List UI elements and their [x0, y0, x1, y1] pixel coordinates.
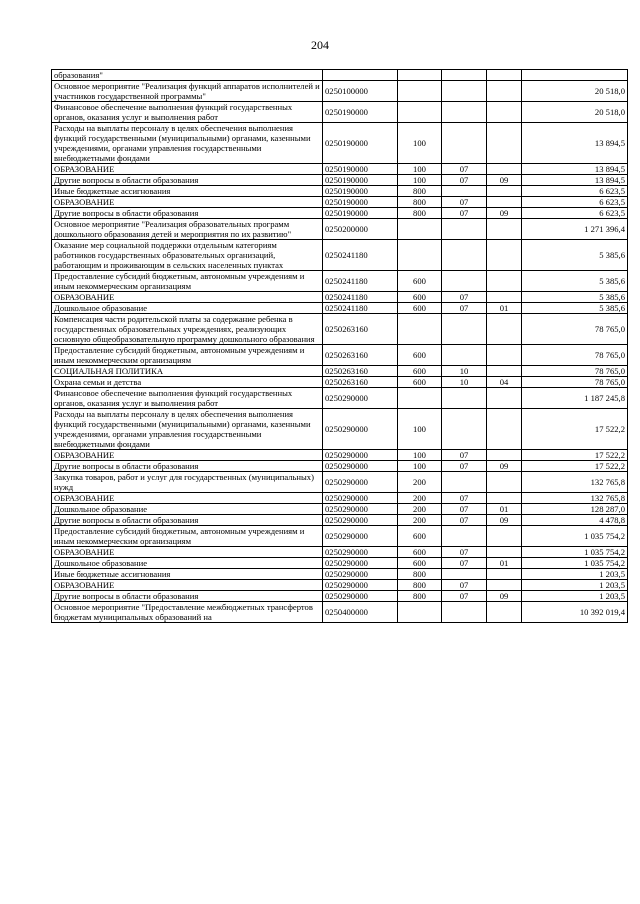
budget-table-body — [52, 70, 628, 623]
row-name-cell: ОБРАЗОВАНИЕ — [52, 580, 323, 591]
amount-cell: 17 522,2 — [522, 409, 628, 450]
section-cell — [442, 271, 487, 292]
subsection-cell — [487, 70, 522, 81]
subsection-cell — [487, 526, 522, 547]
row-name-cell: ОБРАЗОВАНИЕ — [52, 292, 323, 303]
expense-type-cell: 800 — [398, 591, 442, 602]
target-article-cell: 0250290000 — [323, 591, 398, 602]
target-article-cell: 0250290000 — [323, 526, 398, 547]
row-name-cell: Финансовое обеспечение выполнения функций государственных органов, оказания услуг и выполнения работ — [52, 102, 323, 123]
target-article-cell: 0250100000 — [323, 81, 398, 102]
row-name-cell: Иные бюджетные ассигнования — [52, 569, 323, 580]
target-article-cell: 0250241180 — [323, 271, 398, 292]
subsection-cell — [487, 493, 522, 504]
amount-cell: 6 623,5 — [522, 186, 628, 197]
subsection-cell — [487, 388, 522, 409]
amount-cell: 1 035 754,2 — [522, 547, 628, 558]
section-cell — [442, 569, 487, 580]
target-article-cell: 0250190000 — [323, 175, 398, 186]
expense-type-cell — [398, 70, 442, 81]
table-row — [52, 197, 628, 208]
subsection-cell — [487, 580, 522, 591]
target-article-cell: 0250241180 — [323, 240, 398, 271]
section-cell: 07 — [442, 461, 487, 472]
section-cell — [442, 388, 487, 409]
amount-cell: 5 385,6 — [522, 271, 628, 292]
section-cell — [442, 81, 487, 102]
target-article-cell — [323, 70, 398, 81]
target-article-cell: 0250290000 — [323, 388, 398, 409]
section-cell — [442, 602, 487, 623]
table-row — [52, 558, 628, 569]
table-row — [52, 208, 628, 219]
amount-cell: 1 187 245,8 — [522, 388, 628, 409]
table-row — [52, 240, 628, 271]
amount-cell: 13 894,5 — [522, 175, 628, 186]
section-cell: 07 — [442, 591, 487, 602]
table-row — [52, 504, 628, 515]
row-name-cell: Финансовое обеспечение выполнения функций государственных органов, оказания услуг и выполнения работ — [52, 388, 323, 409]
target-article-cell: 0250400000 — [323, 602, 398, 623]
row-name-cell: Другие вопросы в области образования — [52, 461, 323, 472]
expense-type-cell: 100 — [398, 123, 442, 164]
expense-type-cell: 600 — [398, 345, 442, 366]
amount-cell: 10 392 019,4 — [522, 602, 628, 623]
row-name-cell: Оказание мер социальной поддержки отдельным категориям работников государственных образовательных организаций, работающим и проживающим в сельских населенных пунктах — [52, 240, 323, 271]
section-cell: 07 — [442, 515, 487, 526]
amount-cell: 1 203,5 — [522, 569, 628, 580]
subsection-cell — [487, 271, 522, 292]
section-cell — [442, 219, 487, 240]
subsection-cell: 01 — [487, 504, 522, 515]
subsection-cell: 04 — [487, 377, 522, 388]
expense-type-cell: 100 — [398, 175, 442, 186]
amount-cell: 1 271 396,4 — [522, 219, 628, 240]
expense-type-cell: 600 — [398, 377, 442, 388]
table-row — [52, 591, 628, 602]
target-article-cell: 0250290000 — [323, 547, 398, 558]
row-name-cell: Другие вопросы в области образования — [52, 175, 323, 186]
row-name-cell: Другие вопросы в области образования — [52, 591, 323, 602]
row-name-cell: Дошкольное образование — [52, 558, 323, 569]
expense-type-cell: 200 — [398, 504, 442, 515]
table-row — [52, 526, 628, 547]
row-name-cell: ОБРАЗОВАНИЕ — [52, 450, 323, 461]
subsection-cell — [487, 345, 522, 366]
subsection-cell: 09 — [487, 515, 522, 526]
section-cell: 07 — [442, 504, 487, 515]
table-row — [52, 123, 628, 164]
subsection-cell — [487, 547, 522, 558]
table-row — [52, 580, 628, 591]
row-name-cell: Основное мероприятие "Реализация функций аппаратов исполнителей и участников государственной программы" — [52, 81, 323, 102]
table-row — [52, 303, 628, 314]
section-cell — [442, 240, 487, 271]
amount-cell: 1 035 754,2 — [522, 558, 628, 569]
table-row — [52, 388, 628, 409]
page-number: 204 — [311, 38, 329, 52]
target-article-cell: 0250290000 — [323, 450, 398, 461]
row-name-cell: Расходы на выплаты персоналу в целях обеспечения выполнения функций государственными (муниципальными) органами, казенными учреждениями, органами управления государственными внебюджетными фондами — [52, 409, 323, 450]
section-cell — [442, 102, 487, 123]
row-name-cell: ОБРАЗОВАНИЕ — [52, 197, 323, 208]
row-name-cell: Основное мероприятие "Предоставление межбюджетных трансфертов бюджетам муниципальных образований на — [52, 602, 323, 623]
target-article-cell: 0250241180 — [323, 292, 398, 303]
subsection-cell — [487, 123, 522, 164]
amount-cell: 5 385,6 — [522, 240, 628, 271]
target-article-cell: 0250290000 — [323, 515, 398, 526]
table-row — [52, 493, 628, 504]
table-row — [52, 569, 628, 580]
amount-cell — [522, 70, 628, 81]
subsection-cell — [487, 314, 522, 345]
section-cell: 07 — [442, 175, 487, 186]
expense-type-cell — [398, 388, 442, 409]
expense-type-cell: 800 — [398, 197, 442, 208]
section-cell — [442, 314, 487, 345]
expense-type-cell: 600 — [398, 292, 442, 303]
expense-type-cell: 100 — [398, 409, 442, 450]
target-article-cell: 0250190000 — [323, 186, 398, 197]
section-cell — [442, 409, 487, 450]
subsection-cell — [487, 197, 522, 208]
section-cell: 07 — [442, 164, 487, 175]
table-row — [52, 164, 628, 175]
target-article-cell: 0250290000 — [323, 461, 398, 472]
subsection-cell — [487, 602, 522, 623]
expense-type-cell — [398, 102, 442, 123]
section-cell — [442, 526, 487, 547]
table-row — [52, 547, 628, 558]
expense-type-cell: 800 — [398, 580, 442, 591]
section-cell — [442, 472, 487, 493]
section-cell: 07 — [442, 493, 487, 504]
section-cell: 07 — [442, 450, 487, 461]
target-article-cell: 0250263160 — [323, 345, 398, 366]
amount-cell: 17 522,2 — [522, 450, 628, 461]
amount-cell: 1 203,5 — [522, 580, 628, 591]
row-name-cell: Расходы на выплаты персоналу в целях обеспечения выполнения функций государственными (муниципальными) органами, казенными учреждениями, органами управления государственными внебюджетными фондами — [52, 123, 323, 164]
amount-cell: 78 765,0 — [522, 314, 628, 345]
budget-table — [51, 69, 628, 623]
section-cell: 07 — [442, 580, 487, 591]
target-article-cell: 0250263160 — [323, 377, 398, 388]
row-name-cell: образования" — [52, 70, 323, 81]
subsection-cell — [487, 186, 522, 197]
section-cell: 07 — [442, 197, 487, 208]
table-row — [52, 472, 628, 493]
row-name-cell: ОБРАЗОВАНИЕ — [52, 547, 323, 558]
section-cell: 10 — [442, 377, 487, 388]
expense-type-cell: 800 — [398, 208, 442, 219]
amount-cell: 13 894,5 — [522, 123, 628, 164]
section-cell: 07 — [442, 558, 487, 569]
target-article-cell: 0250200000 — [323, 219, 398, 240]
expense-type-cell: 800 — [398, 186, 442, 197]
subsection-cell — [487, 164, 522, 175]
amount-cell: 6 623,5 — [522, 197, 628, 208]
target-article-cell: 0250190000 — [323, 208, 398, 219]
table-row — [52, 102, 628, 123]
table-row — [52, 345, 628, 366]
row-name-cell: ОБРАЗОВАНИЕ — [52, 164, 323, 175]
amount-cell: 1 203,5 — [522, 591, 628, 602]
amount-cell: 6 623,5 — [522, 208, 628, 219]
section-cell: 10 — [442, 366, 487, 377]
table-row — [52, 186, 628, 197]
subsection-cell: 01 — [487, 303, 522, 314]
subsection-cell: 09 — [487, 591, 522, 602]
target-article-cell: 0250241180 — [323, 303, 398, 314]
amount-cell: 17 522,2 — [522, 461, 628, 472]
subsection-cell — [487, 569, 522, 580]
table-row — [52, 292, 628, 303]
subsection-cell — [487, 409, 522, 450]
subsection-cell — [487, 292, 522, 303]
subsection-cell — [487, 240, 522, 271]
subsection-cell: 09 — [487, 461, 522, 472]
expense-type-cell — [398, 240, 442, 271]
section-cell: 07 — [442, 292, 487, 303]
section-cell — [442, 70, 487, 81]
target-article-cell: 0250190000 — [323, 164, 398, 175]
row-name-cell: Дошкольное образование — [52, 504, 323, 515]
expense-type-cell: 600 — [398, 558, 442, 569]
target-article-cell: 0250290000 — [323, 569, 398, 580]
amount-cell: 1 035 754,2 — [522, 526, 628, 547]
target-article-cell: 0250290000 — [323, 493, 398, 504]
amount-cell: 4 478,8 — [522, 515, 628, 526]
target-article-cell: 0250290000 — [323, 409, 398, 450]
amount-cell: 20 518,0 — [522, 81, 628, 102]
target-article-cell: 0250290000 — [323, 580, 398, 591]
row-name-cell: Предоставление субсидий бюджетным, автономным учреждениям и иным некоммерческим организациям — [52, 526, 323, 547]
target-article-cell: 0250190000 — [323, 197, 398, 208]
target-article-cell: 0250190000 — [323, 102, 398, 123]
expense-type-cell: 100 — [398, 461, 442, 472]
expense-type-cell — [398, 602, 442, 623]
row-name-cell: Другие вопросы в области образования — [52, 515, 323, 526]
subsection-cell — [487, 102, 522, 123]
expense-type-cell: 600 — [398, 303, 442, 314]
target-article-cell: 0250290000 — [323, 472, 398, 493]
table-row — [52, 366, 628, 377]
amount-cell: 5 385,6 — [522, 292, 628, 303]
expense-type-cell: 800 — [398, 569, 442, 580]
table-row — [52, 450, 628, 461]
expense-type-cell: 200 — [398, 472, 442, 493]
expense-type-cell: 100 — [398, 450, 442, 461]
row-name-cell: Иные бюджетные ассигнования — [52, 186, 323, 197]
row-name-cell: Основное мероприятие "Реализация образовательных программ дошкольного образования детей и мероприятия по их развитию" — [52, 219, 323, 240]
expense-type-cell: 600 — [398, 526, 442, 547]
amount-cell: 13 894,5 — [522, 164, 628, 175]
target-article-cell: 0250263160 — [323, 366, 398, 377]
table-row — [52, 175, 628, 186]
expense-type-cell: 200 — [398, 493, 442, 504]
expense-type-cell — [398, 314, 442, 345]
amount-cell: 132 765,8 — [522, 493, 628, 504]
section-cell: 07 — [442, 303, 487, 314]
row-name-cell: Другие вопросы в области образования — [52, 208, 323, 219]
table-row — [52, 219, 628, 240]
section-cell — [442, 186, 487, 197]
expense-type-cell: 600 — [398, 271, 442, 292]
table-row — [52, 81, 628, 102]
section-cell: 07 — [442, 547, 487, 558]
row-name-cell: Предоставление субсидий бюджетным, автономным учреждениям и иным некоммерческим организациям — [52, 345, 323, 366]
subsection-cell: 09 — [487, 175, 522, 186]
expense-type-cell — [398, 219, 442, 240]
amount-cell: 128 287,0 — [522, 504, 628, 515]
expense-type-cell: 100 — [398, 164, 442, 175]
section-cell — [442, 123, 487, 164]
table-row — [52, 70, 628, 81]
table-row — [52, 602, 628, 623]
target-article-cell: 0250290000 — [323, 558, 398, 569]
amount-cell: 78 765,0 — [522, 345, 628, 366]
expense-type-cell: 600 — [398, 547, 442, 558]
row-name-cell: Предоставление субсидий бюджетным, автономным учреждениям и иным некоммерческим организациям — [52, 271, 323, 292]
subsection-cell: 01 — [487, 558, 522, 569]
row-name-cell: Закупка товаров, работ и услуг для государственных (муниципальных) нужд — [52, 472, 323, 493]
target-article-cell: 0250190000 — [323, 123, 398, 164]
row-name-cell: Охрана семьи и детства — [52, 377, 323, 388]
subsection-cell: 09 — [487, 208, 522, 219]
row-name-cell: ОБРАЗОВАНИЕ — [52, 493, 323, 504]
row-name-cell: СОЦИАЛЬНАЯ ПОЛИТИКА — [52, 366, 323, 377]
amount-cell: 78 765,0 — [522, 366, 628, 377]
amount-cell: 132 765,8 — [522, 472, 628, 493]
subsection-cell — [487, 450, 522, 461]
subsection-cell — [487, 219, 522, 240]
subsection-cell — [487, 472, 522, 493]
table-row — [52, 377, 628, 388]
amount-cell: 20 518,0 — [522, 102, 628, 123]
amount-cell: 78 765,0 — [522, 377, 628, 388]
target-article-cell: 0250263160 — [323, 314, 398, 345]
table-row — [52, 461, 628, 472]
expense-type-cell — [398, 81, 442, 102]
row-name-cell: Компенсация части родительской платы за содержание ребенка в государственных образовательных учреждениях, реализующих основную общеобразовательную программу дошкольного образования — [52, 314, 323, 345]
row-name-cell: Дошкольное образование — [52, 303, 323, 314]
subsection-cell — [487, 366, 522, 377]
section-cell — [442, 345, 487, 366]
section-cell: 07 — [442, 208, 487, 219]
target-article-cell: 0250290000 — [323, 504, 398, 515]
table-row — [52, 271, 628, 292]
table-row — [52, 314, 628, 345]
amount-cell: 5 385,6 — [522, 303, 628, 314]
expense-type-cell: 600 — [398, 366, 442, 377]
table-row — [52, 515, 628, 526]
subsection-cell — [487, 81, 522, 102]
expense-type-cell: 200 — [398, 515, 442, 526]
table-row — [52, 409, 628, 450]
